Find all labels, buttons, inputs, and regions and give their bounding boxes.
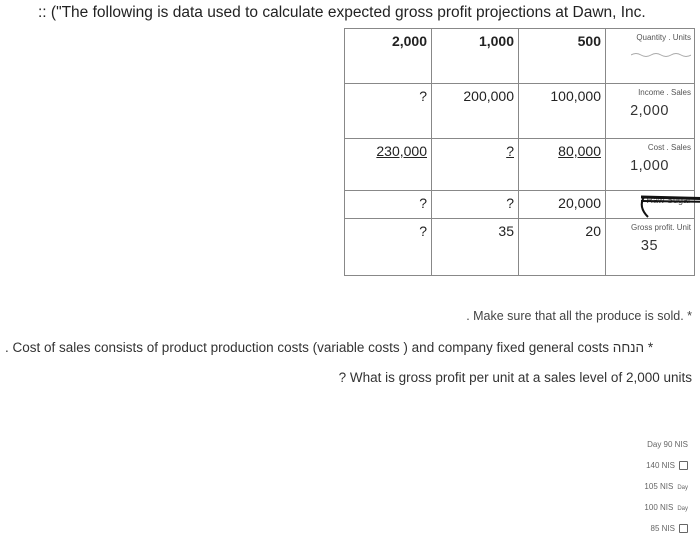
checkbox-icon[interactable]: [679, 461, 688, 470]
quantity-label-cell: [606, 29, 695, 84]
data-table: [344, 28, 695, 276]
cell-r4c1: ?: [345, 219, 432, 276]
header-1000: 1,000: [432, 29, 519, 84]
question-text: ? What is gross profit per unit at a sales level of 2,000 units: [338, 370, 692, 385]
cost-value: 1,000: [630, 158, 669, 174]
gross-profit-label: Gross profit. Unit: [630, 223, 691, 232]
cost-label: Cost . Sales: [647, 143, 691, 152]
note-sold: . Make sure that all the produce is sold. *: [466, 309, 692, 323]
table-row: [345, 219, 695, 276]
answer-options: [568, 437, 688, 542]
cell-r3c2: ?: [432, 191, 519, 219]
cell-r1c3: 100,000: [519, 84, 606, 139]
gross-profit-value: 35: [640, 238, 659, 254]
cell-r3c3: 20,000: [519, 191, 606, 219]
cell-r1c1: ?: [345, 84, 432, 139]
cell-r3c1: ?: [345, 191, 432, 219]
table-row: [345, 139, 695, 191]
note-cost: . Cost of sales consists of product production costs (variable costs ) and company fixed general costs הנחה *: [5, 340, 654, 355]
income-value: 2,000: [630, 103, 669, 119]
header-2000: 2,000: [345, 29, 432, 84]
table-row: [345, 191, 695, 219]
table-row: [345, 84, 695, 139]
header-500: 500: [519, 29, 606, 84]
option-90[interactable]: Day 90 NIS: [647, 440, 688, 449]
cell-r1c2: 200,000: [432, 84, 519, 139]
scribble-icon: [631, 52, 691, 58]
income-label: Income . Sales: [638, 88, 691, 97]
checkbox-icon[interactable]: [679, 524, 688, 533]
option-85[interactable]: 85 NIS: [568, 521, 688, 542]
income-cell: [606, 84, 695, 139]
cell-r2c1: 230,000: [345, 139, 432, 191]
raw-sugar-strikethrough: Raw Sugar: [646, 195, 691, 205]
table-row: [345, 29, 695, 84]
option-100[interactable]: 100 NIS Day: [644, 503, 688, 512]
cell-r2c2: ?: [432, 139, 519, 191]
option-140[interactable]: 140 NIS: [568, 458, 688, 479]
cell-r4c3: 20: [519, 219, 606, 276]
scribble-mark: [608, 52, 691, 60]
cell-r2c3: 80,000: [519, 139, 606, 191]
cell-r4c2: 35: [432, 219, 519, 276]
page-title: :: ("The following is data used to calculate expected gross profit projections at Dawn, Inc.: [38, 4, 646, 21]
pen-strike-icon: [636, 185, 700, 225]
quantity-label: Quantity . Units: [636, 33, 691, 42]
cost-cell: [606, 139, 695, 191]
raw-sugar-cell: [606, 191, 695, 219]
option-105[interactable]: 105 NIS Day: [644, 482, 688, 491]
gross-profit-cell: [606, 219, 695, 276]
